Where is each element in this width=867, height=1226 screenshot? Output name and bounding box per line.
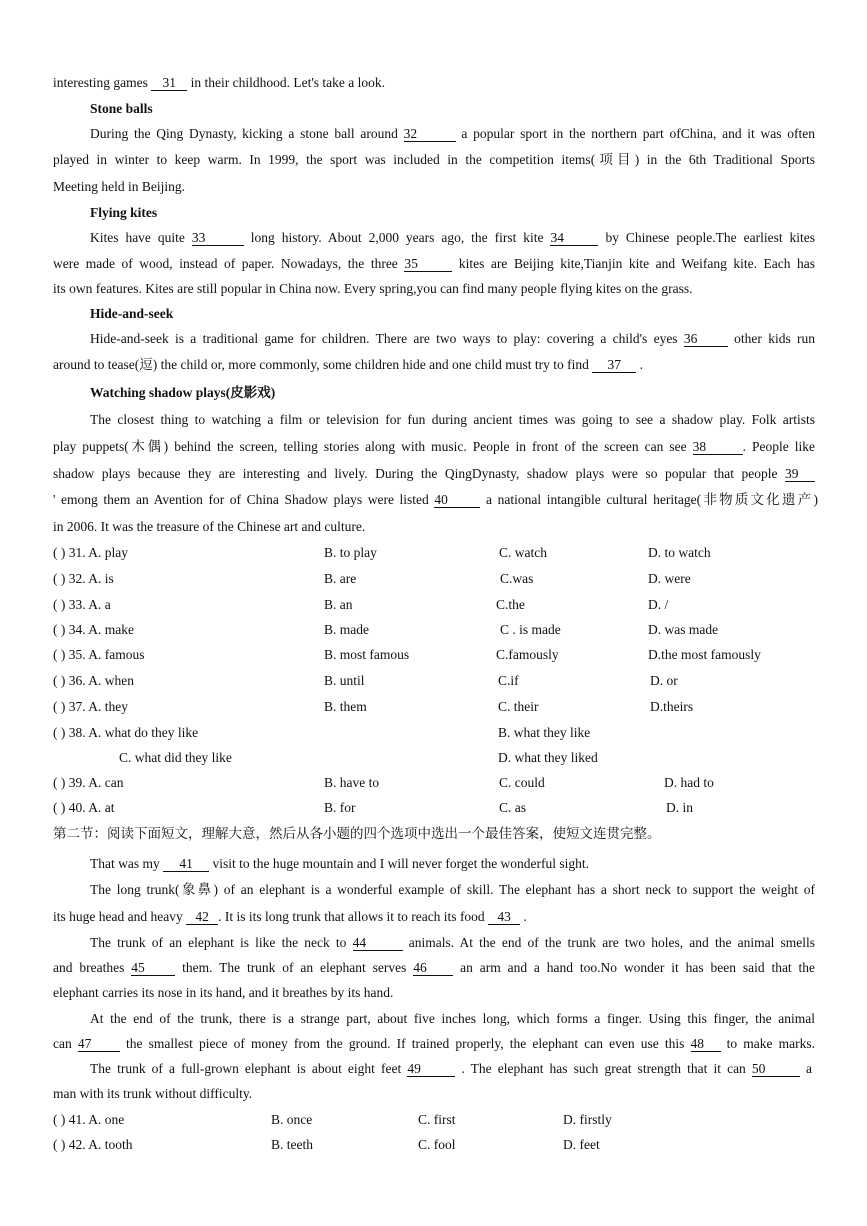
- heading-hide-and-seek: Hide-and-seek: [90, 306, 174, 321]
- option-c: C.was: [500, 571, 534, 586]
- question-37: ( ) 37. A. they: [53, 699, 128, 714]
- blank-32: 32: [404, 127, 456, 142]
- text-line: its own features. Kites are still popular in China now. Every spring,you can find many people flying kites on the grass.: [53, 281, 693, 296]
- blank-44: 44: [353, 936, 403, 951]
- option-d: D. firstly: [563, 1112, 612, 1127]
- text-line: The trunk of a full-grown elephant is about eight feet 49 . The elephant has such great strength that it can 50 a: [90, 1061, 812, 1076]
- heading-shadow-plays: Watching shadow plays(皮影戏): [90, 385, 276, 400]
- option-c: C. watch: [499, 545, 547, 560]
- text-line: That was my 41 visit to the huge mountain and I will never forget the wonderful sight.: [90, 856, 590, 871]
- text-line: in 2006. It was the treasure of the Chinese art and culture.: [53, 519, 366, 534]
- option-d: D. feet: [563, 1137, 600, 1152]
- text-line: man with its trunk without difficulty.: [53, 1086, 253, 1101]
- option-b: B. them: [324, 699, 367, 714]
- blank-49: 49: [407, 1062, 455, 1077]
- blank-38: 38: [693, 440, 743, 455]
- question-32: ( ) 32. A. is: [53, 571, 114, 586]
- text-line: were made of wood, instead of paper. Nowadays, the three 35 kites are Beijing kite,Tianjin kite and Weifang kite. Each has: [53, 256, 816, 271]
- text-line: played in winter to keep warm. In 1999, the sport was included in the competition items(项目) in the 6th Traditional Sports: [53, 152, 815, 167]
- blank-43: 43: [488, 910, 520, 925]
- question-34: ( ) 34. A. make: [53, 622, 134, 637]
- blank-47: 47: [78, 1037, 120, 1052]
- blank-31: 31: [151, 76, 187, 91]
- text-line: At the end of the trunk, there is a strange part, about five inches long, which forms a finger. Using this finger, the animal: [90, 1011, 815, 1026]
- blank-45: 45: [131, 961, 175, 976]
- text-line: and breathes 45 them. The trunk of an elephant serves 46 an arm and a hand too.No wonder it has been said that the: [53, 960, 816, 975]
- option-b: B. to play: [324, 545, 377, 560]
- text-line: The closest thing to watching a film or television for fun during ancient times was going to see a shadow play. Folk artists: [90, 412, 815, 427]
- blank-37: 37: [592, 358, 636, 373]
- blank-34: 34: [550, 231, 598, 246]
- option-b: B. most famous: [324, 647, 410, 662]
- heading-stone-balls: Stone balls: [90, 101, 153, 116]
- question-35: ( ) 35. A. famous: [53, 647, 145, 662]
- heading-flying-kites: Flying kites: [90, 205, 158, 220]
- question-31: ( ) 31. A. play: [53, 545, 128, 560]
- option-b: B. an: [324, 597, 353, 612]
- option-b: B. once: [271, 1112, 313, 1127]
- text-line: can 47 the smallest piece of money from the ground. If trained properly, the elephant can even use this 48 to make marks.: [53, 1036, 816, 1051]
- option-c: C. first: [418, 1112, 456, 1127]
- text-line: interesting games 31 in their childhood. Let's take a look.: [53, 75, 385, 90]
- option-b: B. made: [324, 622, 369, 637]
- text-line: elephant carries its nose in its hand, and it breathes by its hand.: [53, 985, 394, 1000]
- question-39: ( ) 39. A. can: [53, 775, 124, 790]
- text-line: Meeting held in Beijing.: [53, 179, 185, 194]
- blank-48: 48: [691, 1037, 721, 1052]
- option-d: D. /: [648, 597, 669, 612]
- option-d: D. or: [650, 673, 678, 688]
- question-40: ( ) 40. A. at: [53, 800, 115, 815]
- text-line: play puppets(木偶) behind the screen, telling stories along with music. People in front of the screen can see 38 . People like: [53, 439, 816, 454]
- option-d: D. was made: [648, 622, 719, 637]
- option-c: C.if: [498, 673, 519, 688]
- question-33: ( ) 33. A. a: [53, 597, 111, 612]
- option-c: C.famously: [496, 647, 559, 662]
- blank-50: 50: [752, 1062, 800, 1077]
- option-b: B. have to: [324, 775, 380, 790]
- blank-40: 40: [434, 493, 480, 508]
- question-42: ( ) 42. A. tooth: [53, 1137, 133, 1152]
- option-d: D. what they liked: [498, 750, 598, 765]
- option-d: D.the most famously: [648, 647, 761, 662]
- option-b: B. for: [324, 800, 356, 815]
- option-c: C.the: [496, 597, 525, 612]
- option-b: B. what they like: [498, 725, 591, 740]
- blank-33: 33: [192, 231, 244, 246]
- blank-46: 46: [413, 961, 453, 976]
- text-line: ' emong them an Avention for of China Shadow plays were listed 40 a national intangible cultural heritage(非物质文化遗产): [53, 492, 818, 507]
- option-d: D.theirs: [650, 699, 694, 714]
- option-d: D. to watch: [648, 545, 711, 560]
- text-line: The long trunk(象鼻) of an elephant is a wonderful example of skill. The elephant has a short neck to support the weight of: [90, 882, 815, 897]
- blank-36: 36: [684, 332, 728, 347]
- option-c: C. their: [498, 699, 539, 714]
- option-c: C . is made: [500, 622, 561, 637]
- option-c: C. what did they like: [119, 750, 232, 765]
- blank-41: 41: [163, 857, 209, 872]
- option-d: D. were: [648, 571, 691, 586]
- blank-35: 35: [404, 257, 452, 272]
- text-line: During the Qing Dynasty, kicking a stone ball around 32 a popular sport in the northern part ofChina, and it was often: [90, 126, 816, 141]
- question-36: ( ) 36. A. when: [53, 673, 134, 688]
- option-b: B. are: [324, 571, 357, 586]
- section-heading: 第二节：阅读下面短文，理解大意，然后从各小题的四个选项中选出一个最佳答案，使短文连贯完整。: [53, 826, 661, 842]
- question-41: ( ) 41. A. one: [53, 1112, 125, 1127]
- text-line: Kites have quite 33 long history. About 2,000 years ago, the first kite 34 by Chinese people.The earliest kites: [90, 230, 816, 245]
- question-38: ( ) 38. A. what do they like: [53, 725, 199, 740]
- blank-39: 39: [785, 467, 815, 482]
- option-b: B. teeth: [271, 1137, 313, 1152]
- blank-42: 42: [186, 910, 218, 925]
- option-c: C. could: [499, 775, 545, 790]
- text-line: around to tease(逗) the child or, more commonly, some children hide and one child must try to find 37 .: [53, 357, 643, 372]
- text-line: The trunk of an elephant is like the neck to 44 animals. At the end of the trunk are two holes, and the animal smells: [90, 935, 816, 950]
- option-d: D. had to: [664, 775, 714, 790]
- text-line: Hide-and-seek is a traditional game for children. There are two ways to play: covering a child's eyes 36 other kids run: [90, 331, 815, 346]
- text-line: shadow plays because they are interesting and lively. During the QingDynasty, shadow plays were so popular that people 39: [53, 466, 815, 482]
- option-c: C. as: [499, 800, 526, 815]
- text-line: its huge head and heavy 42 . It is its long trunk that allows it to reach its food 43 .: [53, 909, 527, 924]
- option-c: C. fool: [418, 1137, 456, 1152]
- option-d: D. in: [666, 800, 693, 815]
- option-b: B. until: [324, 673, 365, 688]
